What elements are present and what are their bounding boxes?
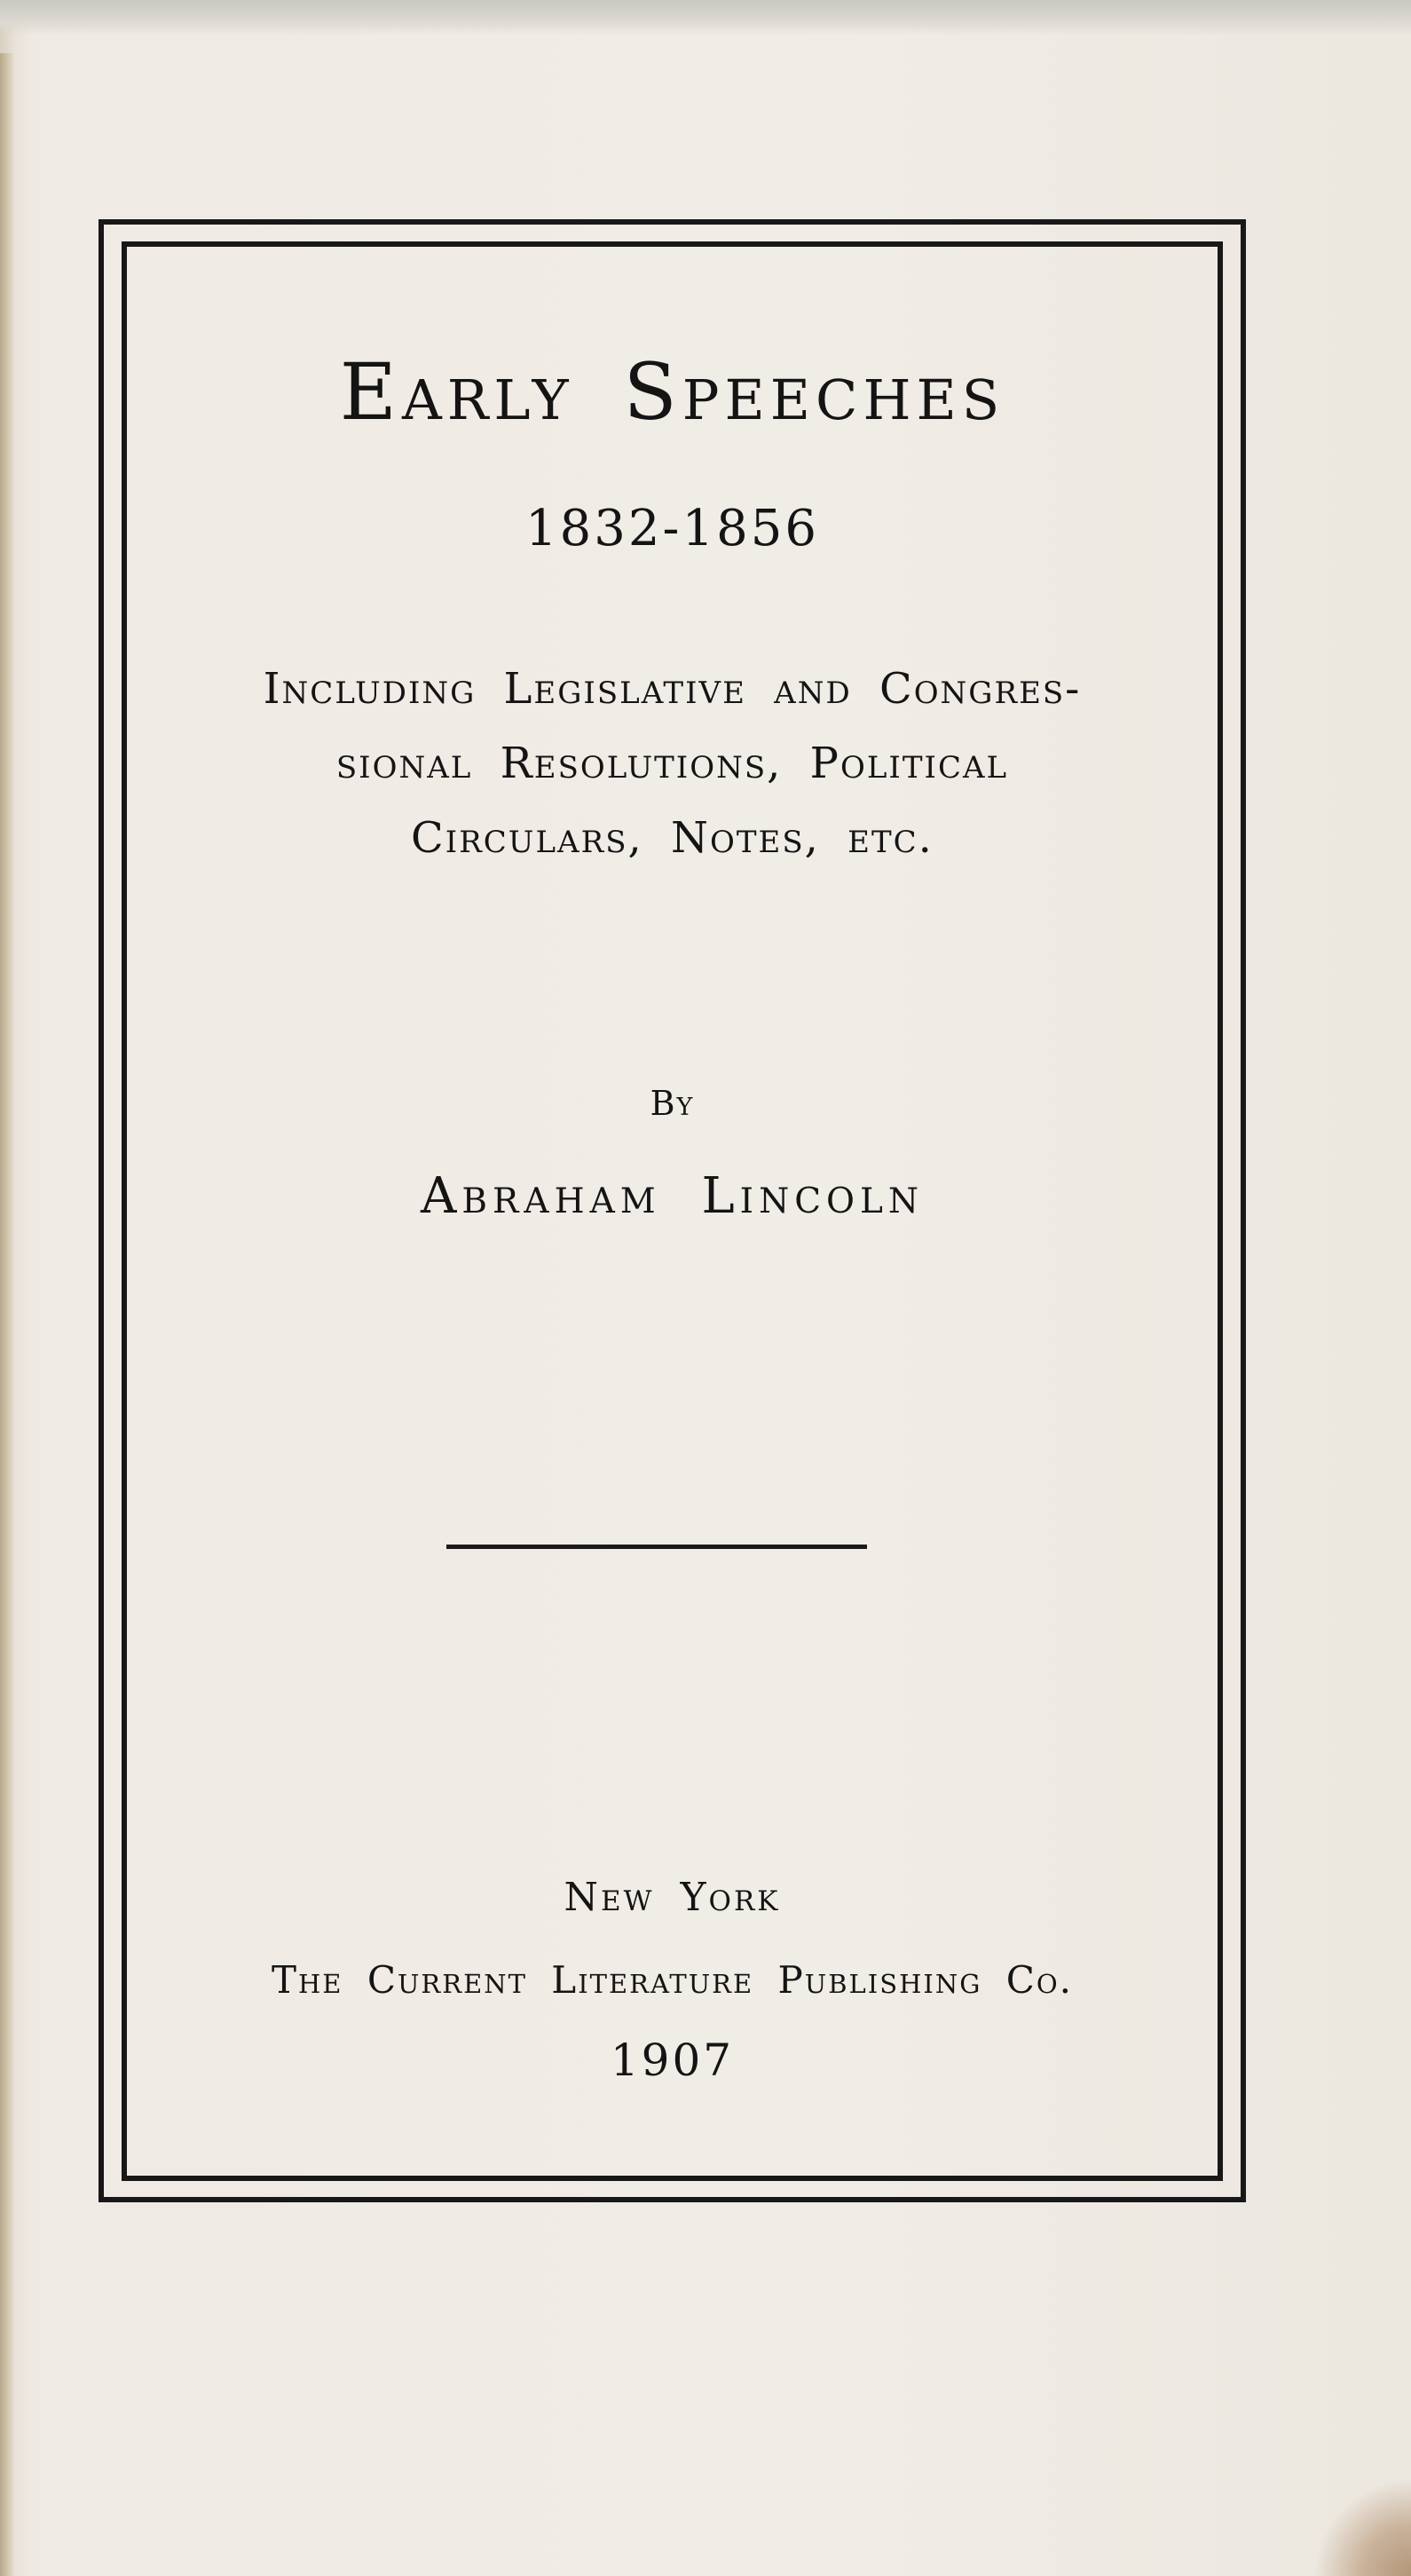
subtitle-line-3: Circulars, Notes, etc. [411,813,934,863]
thumb-shadow [1313,2478,1411,2576]
publication-year: 1907 [610,2035,735,2086]
top-shadow [0,0,1411,36]
book-title: Early Speeches [339,346,1005,438]
subtitle-line-2: sional Resolutions, Political [335,739,1009,788]
author-name: Abraham Lincoln [420,1167,925,1225]
by-label: By [650,1084,695,1123]
spine-edge [0,53,14,2576]
date-range: 1832-1856 [525,500,819,557]
publication-city: New York [564,1875,781,1920]
publisher-name: The Current Literature Publishing Co. [272,1958,1073,2002]
subtitle-line-1: Including Legislative and Congres- [263,664,1082,714]
horizontal-rule [446,1545,867,1549]
